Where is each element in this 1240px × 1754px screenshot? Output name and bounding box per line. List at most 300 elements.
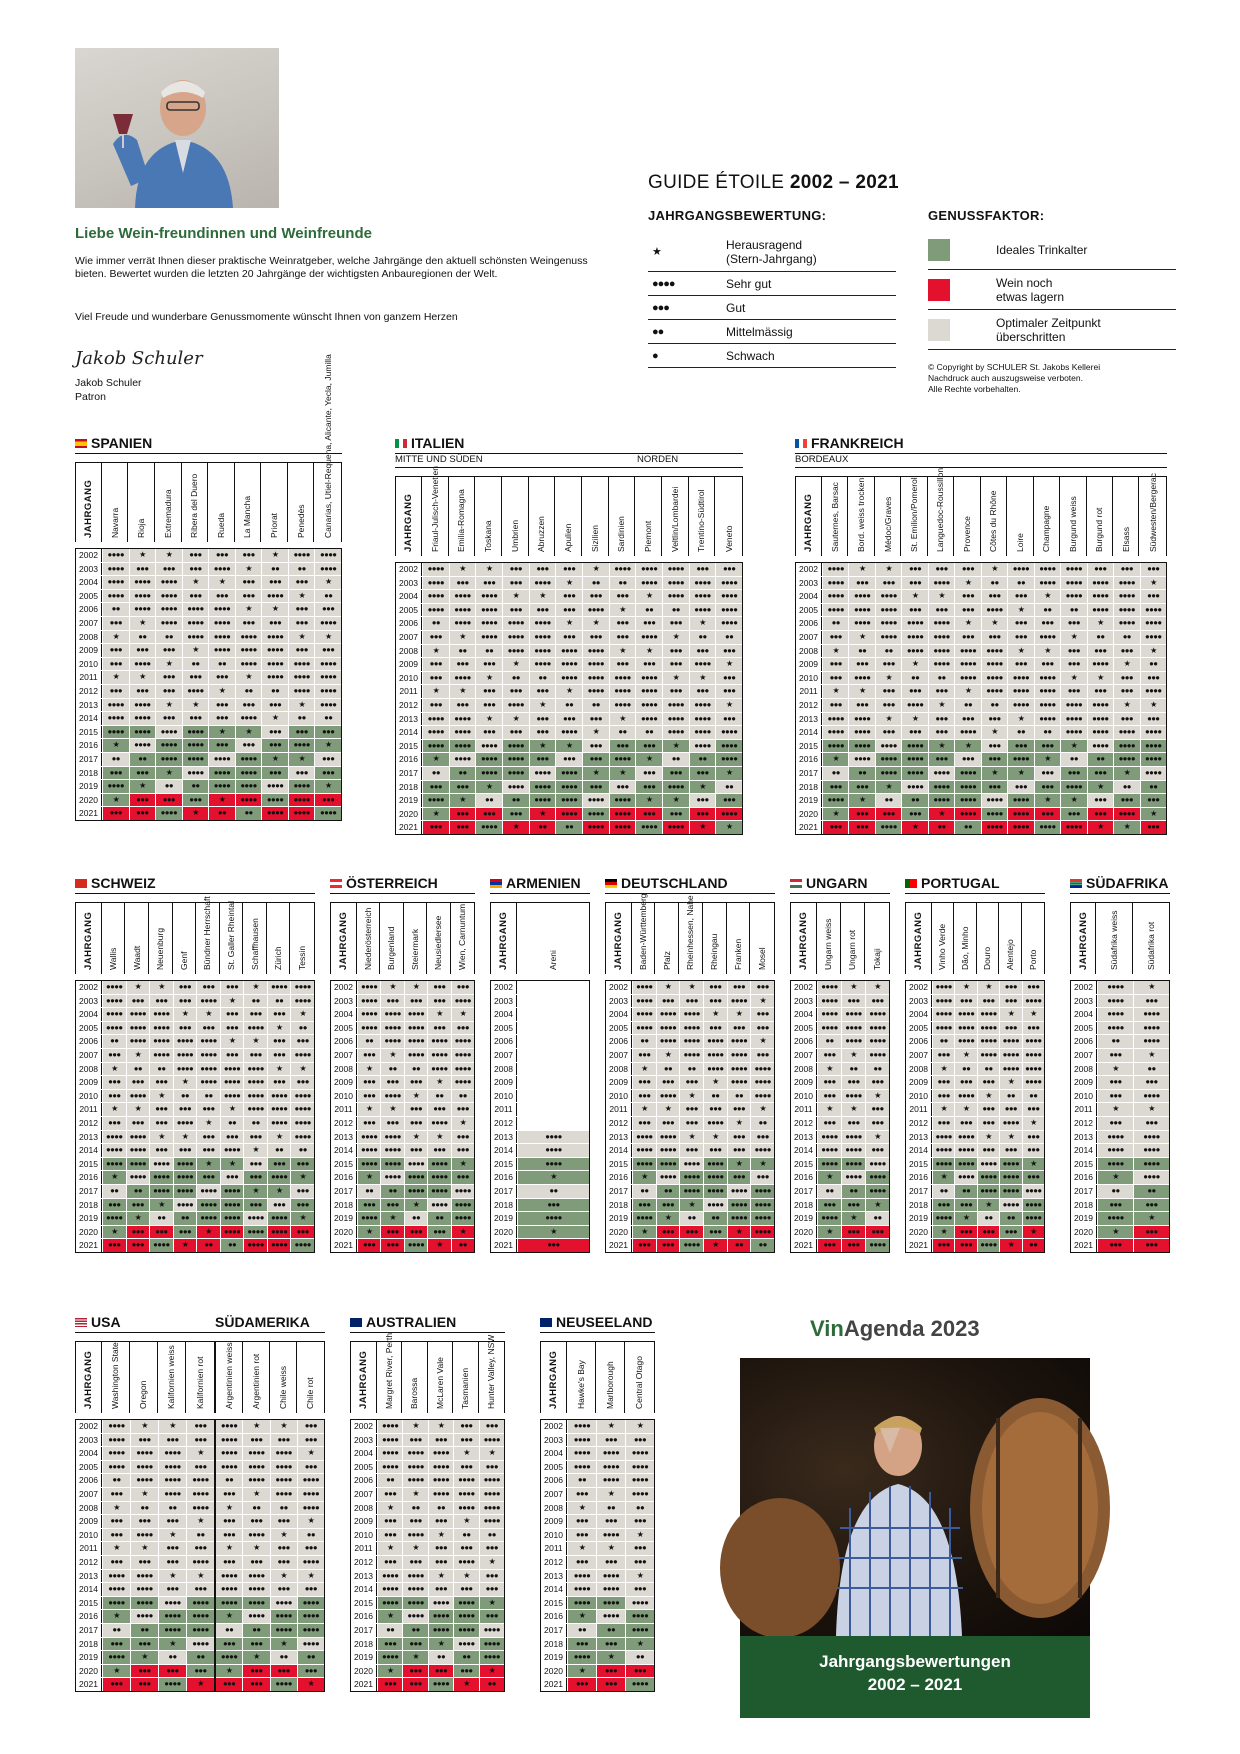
rating-cell: ●●●● — [568, 1570, 596, 1583]
rating-cell: ●●●● — [289, 794, 315, 807]
rating-cell: ●●● — [716, 794, 742, 807]
rating-cell: ●● — [1134, 1185, 1169, 1198]
rating-cell: ★ — [751, 1035, 774, 1048]
rating-cell: ●●●● — [978, 1239, 999, 1252]
rating-cell: ●●● — [902, 685, 927, 698]
rating-cell: ●●●● — [568, 1651, 596, 1664]
rating-cell: ●●● — [610, 781, 636, 794]
rating-cell: ●● — [866, 1212, 889, 1225]
rating-cell: ●●● — [450, 808, 476, 821]
year-cell: 2010 — [541, 1529, 567, 1542]
rating-cell: ★ — [209, 576, 235, 589]
rating-cell: ●●●● — [728, 1076, 751, 1089]
promo-title — [810, 1316, 980, 1342]
rating-cell: ●●●● — [183, 767, 209, 780]
rating-cell: ●●● — [929, 685, 954, 698]
column-label: Tessin — [297, 945, 308, 970]
rating-cell: ●●●● — [405, 1158, 427, 1171]
year-cell: 2020 — [906, 1226, 932, 1239]
column-header-cell — [404, 903, 427, 974]
rating-cell: ●●●● — [503, 631, 529, 644]
rating-cell: ●●●● — [271, 1474, 297, 1487]
column-label: Kalifornien weiss — [166, 1345, 177, 1409]
rating-cell: ●●●● — [657, 1144, 680, 1157]
column-label: Zürich — [273, 946, 284, 970]
rating-cell: ●●●● — [174, 1185, 197, 1198]
rating-cell: ●●●● — [298, 1610, 324, 1623]
rating-cell: ★ — [183, 576, 209, 589]
rating-cell: ★ — [150, 981, 173, 994]
year-cell: 2018 — [541, 1638, 567, 1651]
rating-cell: ★ — [633, 1103, 656, 1116]
rating-cell: ●●●● — [197, 1185, 220, 1198]
column-label: Rueda — [215, 512, 226, 538]
column-header-cell — [750, 903, 774, 974]
rating-cell: ●●●● — [216, 1651, 242, 1664]
rating-cell: ●●● — [690, 808, 716, 821]
rating-cell: ●●●● — [610, 699, 636, 712]
rating-cell: ●● — [244, 995, 267, 1008]
rating-cell: ★ — [403, 1542, 427, 1555]
rating-cell: ★ — [503, 590, 529, 603]
rating-cell: ★ — [1098, 1063, 1133, 1076]
factor-label: Ideales Trinkalter — [996, 242, 1088, 257]
rating-cell: ●●● — [704, 1022, 727, 1035]
rating-cell: ●●●● — [842, 1090, 865, 1103]
rating-cell: ●●●● — [1134, 1022, 1169, 1035]
rating-cell: ●●● — [197, 1171, 220, 1184]
rating-cell: ●● — [103, 1185, 126, 1198]
rating-cell: ★ — [378, 1665, 402, 1678]
rating-cell: ●●●● — [127, 1131, 150, 1144]
rating-cell: ●●●● — [982, 672, 1007, 685]
rating-cell: ●●● — [1141, 672, 1166, 685]
rating-cell: ●●● — [291, 1199, 314, 1212]
rating-cell: ★ — [159, 1529, 186, 1542]
rating-cell: ●●● — [159, 1556, 186, 1569]
rating-cell: ●●● — [751, 1171, 774, 1184]
rating-cell — [518, 1090, 589, 1103]
rating-cell: ●●●● — [955, 781, 980, 794]
region-heading — [795, 434, 1167, 454]
column-label: St. Emilion/Pomerol — [909, 477, 919, 552]
year-cell: 2021 — [76, 1239, 102, 1252]
rating-cell: ●●● — [929, 753, 954, 766]
rating-cell: ●●●● — [127, 1090, 150, 1103]
rating-cell: ●●● — [289, 644, 315, 657]
rating-cell: ●●● — [156, 671, 182, 684]
rating-cell: ●●●● — [626, 1461, 654, 1474]
rating-cell: ●●● — [187, 1420, 214, 1433]
year-column-header — [76, 1342, 102, 1413]
column-header-cell — [270, 1342, 297, 1413]
rating-cell: ●●● — [358, 1049, 380, 1062]
rating-cell: ●● — [454, 1651, 478, 1664]
rating-cell: ●● — [1008, 726, 1033, 739]
rating-cell: ●●● — [381, 1226, 403, 1239]
column-header-cell — [173, 903, 197, 974]
rating-cell: ●●● — [454, 1583, 478, 1596]
column-header-cell — [475, 477, 502, 556]
rating-cell: ●●●● — [1088, 658, 1113, 671]
rating-cell: ★ — [1035, 753, 1060, 766]
year-cell: 2007 — [906, 1049, 932, 1062]
rating-cell: ●●● — [174, 1144, 197, 1157]
rating-cell: ★ — [610, 604, 636, 617]
rating-cell: ●●● — [933, 1090, 954, 1103]
rating-cell: ●● — [955, 1185, 976, 1198]
rating-cell: ●●●● — [823, 604, 848, 617]
rating-cell: ★ — [378, 1502, 402, 1515]
rating-cell: ●●●● — [1035, 713, 1060, 726]
year-cell: 2005 — [396, 604, 422, 617]
rating-cell: ●●●● — [315, 658, 341, 671]
rating-cell: ●●● — [262, 699, 288, 712]
rating-cell: ★ — [103, 739, 129, 752]
year-column-header — [396, 477, 422, 556]
rating-cell: ●●●● — [568, 1583, 596, 1596]
rating-cell: ●●●● — [289, 658, 315, 671]
rating-grid — [490, 980, 590, 1253]
rating-cell: ●●●● — [452, 1049, 474, 1062]
year-cell: 2004 — [76, 1008, 102, 1021]
factor-label: Wein noch etwas lagern — [996, 275, 1065, 304]
rating-cell: ●●●● — [680, 1022, 703, 1035]
rating-cell: ●●● — [1134, 1239, 1169, 1252]
rating-cell: ●●● — [130, 807, 156, 820]
rating-cell: ●●● — [103, 1076, 126, 1089]
rating-cell — [518, 1008, 589, 1021]
rating-cell: ★ — [1008, 713, 1033, 726]
column-header-cell — [655, 903, 679, 974]
column-header-cell — [267, 903, 291, 974]
rating-cell: ●● — [216, 1624, 242, 1637]
rating-cell: ★ — [244, 1035, 267, 1048]
rating-cell: ●●●● — [530, 631, 556, 644]
signature: Jakob Schuler — [75, 348, 203, 369]
year-cell: 2011 — [491, 1103, 517, 1116]
rating-cell: ●●● — [1088, 794, 1113, 807]
rating-cell: ●●● — [271, 1515, 297, 1528]
factor-swatch — [928, 279, 950, 301]
rating-cell: ●●●● — [902, 645, 927, 658]
intro-paragraph: Wie immer verrät Ihnen dieser praktische Weinratgeber, welche Jahrgänge den aktuell schönsten Weingenuss bieten. Bewertet wurden die letzten 20 Jahrgänge der wichtigsten Anbauregionen der Welt. — [75, 255, 588, 280]
rating-cell: ●●● — [423, 658, 449, 671]
rating-cell: ●● — [530, 672, 556, 685]
rating-cell: ●●●● — [480, 1434, 504, 1447]
rating-cell: ●● — [597, 1502, 625, 1515]
rating-cell: ●●●● — [1061, 577, 1086, 590]
column-label: Washington State — [110, 1342, 121, 1409]
rating-cell: ●●●● — [183, 726, 209, 739]
rating-cell: ●●● — [216, 1515, 242, 1528]
year-cell: 2011 — [396, 685, 422, 698]
rating-cell: ★ — [130, 780, 156, 793]
rating-cell: ★ — [1061, 740, 1086, 753]
rating-cell: ★ — [556, 685, 582, 698]
rating-cell: ●●●● — [680, 1008, 703, 1021]
rating-cell: ★ — [823, 645, 848, 658]
year-cell: 2011 — [791, 1103, 817, 1116]
rating-cell: ●●● — [876, 726, 901, 739]
rating-cell: ●●● — [1114, 645, 1139, 658]
year-cell: 2017 — [396, 767, 422, 780]
rating-cell: ●●●● — [159, 1474, 186, 1487]
flag-icon — [75, 439, 87, 448]
year-cell: 2007 — [76, 1049, 102, 1062]
column-label: Argentinien weiss — [224, 1342, 234, 1409]
rating-cell: ●●● — [636, 740, 662, 753]
year-cell: 2013 — [1071, 1131, 1097, 1144]
rating-cell: ●●●● — [955, 767, 980, 780]
rating-cell: ●●● — [429, 1556, 453, 1569]
factor-legend-row — [928, 230, 1176, 270]
rating-cell: ●● — [476, 645, 502, 658]
rating-cell: ★ — [1061, 672, 1086, 685]
year-cell: 2020 — [491, 1226, 517, 1239]
rating-cell: ★ — [450, 685, 476, 698]
rating-cell: ●● — [1088, 753, 1113, 766]
rating-cell: ●●● — [657, 1199, 680, 1212]
rating-cell: ●●●● — [454, 1488, 478, 1501]
rating-cell: ●●●● — [1114, 604, 1139, 617]
year-cell: 2008 — [1071, 1063, 1097, 1076]
rating-cell: ●● — [849, 767, 874, 780]
rating-cell: ★ — [556, 617, 582, 630]
rating-cell: ●● — [690, 631, 716, 644]
rating-cell: ●●●● — [131, 1583, 158, 1596]
rating-cell: ●●●● — [243, 1529, 269, 1542]
rating-cell: ●●● — [450, 781, 476, 794]
year-cell: 2010 — [791, 1090, 817, 1103]
rating-cell: ●●● — [876, 685, 901, 698]
year-cell: 2016 — [791, 1171, 817, 1184]
column-header-cell — [451, 903, 474, 974]
rating-cell: ★ — [849, 631, 874, 644]
rating-cell: ●●●● — [216, 1570, 242, 1583]
rating-cell: ●●● — [216, 1638, 242, 1651]
rating-cell: ●●●● — [568, 1597, 596, 1610]
year-cell: 2004 — [76, 1447, 102, 1460]
rating-cell: ●●●● — [842, 1144, 865, 1157]
rating-cell: ●●● — [174, 981, 197, 994]
rating-cell: ●●● — [236, 699, 262, 712]
rating-cell: ★ — [982, 617, 1007, 630]
rating-cell: ●●● — [680, 995, 703, 1008]
year-cell: 2008 — [491, 1063, 517, 1076]
rating-cell: ●●●● — [1088, 577, 1113, 590]
rating-cell: ●● — [933, 1035, 954, 1048]
year-cell: 2015 — [906, 1158, 932, 1171]
rating-cell: ●●●● — [556, 658, 582, 671]
rating-symbol: ★ — [652, 246, 661, 258]
rating-cell: ●●●● — [1088, 740, 1113, 753]
rating-cell: ●●● — [216, 1556, 242, 1569]
rating-cell: ●●● — [1134, 1117, 1169, 1130]
rating-cell: ●●● — [428, 995, 450, 1008]
rating-cell: ●●● — [103, 1678, 130, 1691]
rating-cell: ★ — [955, 685, 980, 698]
rating-cell: ●●● — [428, 1022, 450, 1035]
rating-cell: ●●● — [929, 563, 954, 576]
rating-cell: ●●●● — [663, 781, 689, 794]
year-cell: 2019 — [1071, 1212, 1097, 1225]
rating-cell: ●●● — [358, 1076, 380, 1089]
column-header-cell — [502, 477, 529, 556]
rating-cell: ●●●● — [503, 781, 529, 794]
rating-cell: ●● — [982, 699, 1007, 712]
year-cell: 2015 — [606, 1158, 632, 1171]
column-header-cell — [243, 1342, 270, 1413]
rating-cell: ●●●● — [1035, 699, 1060, 712]
region-name: ITALIEN — [411, 435, 465, 451]
rating-cell: ●●● — [209, 549, 235, 562]
column-header — [215, 1341, 325, 1413]
rating-cell: ●● — [450, 767, 476, 780]
region-italien — [395, 434, 743, 835]
rating-cell: ★ — [663, 631, 689, 644]
rating-cell: ●●● — [291, 1035, 314, 1048]
rating-cell: ●●●● — [156, 603, 182, 616]
rating-cell: ●●● — [480, 1610, 504, 1623]
year-cell: 2019 — [396, 794, 422, 807]
rating-cell: ●●●● — [271, 1461, 297, 1474]
rating-cell: ★ — [636, 794, 662, 807]
column-header — [605, 893, 775, 974]
rating-cell: ●●● — [1008, 781, 1033, 794]
rating-cell: ●●●● — [610, 563, 636, 576]
rating-cell: ●●● — [849, 577, 874, 590]
rating-cell: ●●●● — [955, 1008, 976, 1021]
rating-cell: ★ — [716, 821, 742, 834]
rating-cell: ●● — [183, 780, 209, 793]
rating-cell: ●●●● — [289, 685, 315, 698]
rating-cell: ★ — [130, 617, 156, 630]
rating-cell: ●●●● — [633, 1022, 656, 1035]
rating-cell: ●●● — [583, 713, 609, 726]
rating-cell: ★ — [262, 603, 288, 616]
rating-cell: ★ — [704, 1008, 727, 1021]
region-heading — [540, 1313, 655, 1333]
rating-cell: ●●● — [728, 1022, 751, 1035]
rating-cell: ●●●● — [657, 1171, 680, 1184]
patron-illustration — [75, 48, 279, 208]
rating-cell: ●●●● — [1035, 563, 1060, 576]
rating-cell: ●●●● — [197, 995, 220, 1008]
rating-cell: ★ — [268, 1131, 291, 1144]
rating-cell: ★ — [315, 739, 341, 752]
year-cell: 2012 — [606, 1117, 632, 1130]
year-cell: 2018 — [351, 1638, 377, 1651]
region-suedafrika — [1070, 874, 1170, 1253]
rating-cell: ●●● — [626, 1515, 654, 1528]
rating-cell: ●●●● — [626, 1624, 654, 1637]
rating-cell: ●●●● — [244, 1239, 267, 1252]
rating-cell: ●●●● — [823, 590, 848, 603]
rating-cell: ●●● — [978, 1117, 999, 1130]
column-header-cell — [158, 1342, 186, 1413]
rating-cell: ★ — [1000, 1131, 1021, 1144]
year-header-label: JAHRGANG — [338, 911, 350, 970]
rating-cell: ●●● — [197, 1144, 220, 1157]
rating-cell: ●●●● — [423, 794, 449, 807]
year-cell: 2011 — [351, 1542, 377, 1555]
rating-cell: ●●●● — [159, 1447, 186, 1460]
rating-cell: ●●● — [1088, 808, 1113, 821]
rating-cell: ●●● — [1008, 631, 1033, 644]
rating-cell: ●●●● — [1098, 1131, 1133, 1144]
rating-cell: ★ — [150, 1090, 173, 1103]
rating-cell: ★ — [187, 1678, 214, 1691]
rating-cell: ●●● — [842, 1076, 865, 1089]
rating-cell: ●●● — [933, 1049, 954, 1062]
rating-cell: ●●●● — [381, 1022, 403, 1035]
rating-cell: ●●●● — [268, 1090, 291, 1103]
column-label: Veltlin/Lombardei — [669, 486, 680, 552]
rating-cell: ●●●● — [842, 1035, 865, 1048]
rating-cell: ●●● — [271, 1583, 297, 1596]
rating-cell: ●●●● — [849, 604, 874, 617]
rating-cell: ●●●● — [156, 753, 182, 766]
rating-cell: ●●● — [428, 1144, 450, 1157]
rating-cell: ●●●● — [818, 1158, 841, 1171]
rating-cell: ●●● — [955, 1199, 976, 1212]
rating-cell: ●●● — [130, 767, 156, 780]
rating-cell: ●●● — [955, 631, 980, 644]
rating-cell: ●●● — [1035, 740, 1060, 753]
rating-cell: ●●●● — [823, 740, 848, 753]
flag-icon — [605, 879, 617, 888]
rating-cell: ●●●● — [428, 1035, 450, 1048]
year-cell: 2015 — [791, 1158, 817, 1171]
rating-cell: ●●●● — [103, 1651, 130, 1664]
rating-cell: ●●● — [476, 699, 502, 712]
rating-cell: ●●●● — [1141, 740, 1166, 753]
rating-cell: ●●●● — [103, 1597, 130, 1610]
rating-cell: ●●●● — [236, 753, 262, 766]
rating-cell: ●●●● — [1023, 1063, 1044, 1076]
region-heading — [215, 1313, 325, 1333]
rating-cell: ★ — [933, 1226, 954, 1239]
rating-cell: ●●●● — [657, 1090, 680, 1103]
rating-cell: ★ — [1098, 1171, 1133, 1184]
rating-cell: ●●●● — [1114, 740, 1139, 753]
column-header-cell — [216, 1342, 243, 1413]
rating-cell: ★ — [503, 713, 529, 726]
rating-cell: ●●●● — [131, 1474, 158, 1487]
rating-cell: ●● — [197, 1090, 220, 1103]
rating-cell: ★ — [298, 1447, 324, 1460]
year-cell: 2010 — [491, 1090, 517, 1103]
rating-cell: ★ — [174, 1131, 197, 1144]
rating-cell: ●●●● — [221, 1199, 244, 1212]
rating-cell: ●●●● — [866, 1049, 889, 1062]
rating-cell: ●● — [728, 1090, 751, 1103]
rating-cell: ●●●● — [454, 1474, 478, 1487]
rating-cell: ●●● — [902, 604, 927, 617]
rating-cell: ●●●● — [751, 1144, 774, 1157]
rating-cell: ●●●● — [929, 617, 954, 630]
column-label: Abruzzen — [536, 516, 547, 552]
rating-cell: ●● — [1114, 631, 1139, 644]
rating-cell: ★ — [103, 1502, 130, 1515]
rating-cell: ●●● — [1061, 767, 1086, 780]
rating-cell: ●●● — [978, 1103, 999, 1116]
rating-cell: ★ — [174, 1239, 197, 1252]
column-header-cell — [632, 893, 656, 974]
rating-cell: ●● — [315, 712, 341, 725]
year-cell: 2005 — [331, 1022, 357, 1035]
